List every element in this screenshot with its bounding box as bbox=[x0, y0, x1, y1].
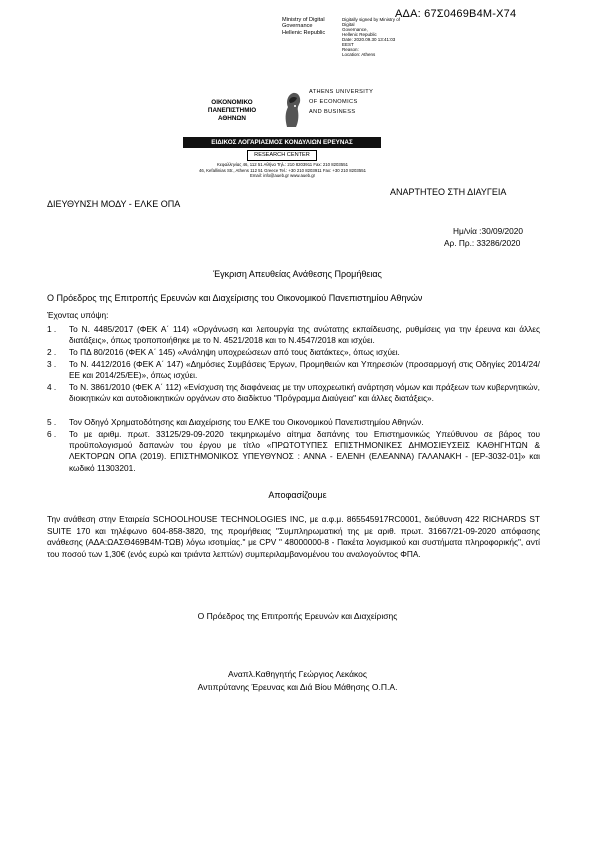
signature-meta-line: EEST bbox=[342, 42, 354, 47]
item-text: Το με αριθμ. πρωτ. 33125/29-09-2020 τεκμηριωμένο αίτημα δαπάνης του Επιστημονικώς Υπεύθυνου σε βάρος του προϋπολογισμού δαπανών του έργου με τίτλο «ΠΡΩΤΟΤΥΠΕΣ ΕΠΙΣΤΗΜΟΝΙΚΕΣ ΔΗΜΟΣΙΕΥΣΕΙΣ ΚΑΘΗΓΗΤΩΝ & ΛΕΚΤΟΡΩΝ ΟΠΑ (2019). ΕΠΙΣΤΗΜΟΝΙΚΟΣ ΥΠΕΥΘΥΝΟΣ : ΑΝΝΑ - ΕΛΕΝΗ (ΕΛΕΑΝΝΑ) ΓΑΛΑΝΑΚΗ - [ΕΡ-3032-01]» και κωδικό 11303201. bbox=[69, 429, 540, 473]
logo-line: ATHENS UNIVERSITY bbox=[309, 89, 374, 95]
considering-item bbox=[47, 359, 540, 381]
address-line: Email: info@aueb.gr www.aueb.gr bbox=[249, 173, 316, 178]
logo-line: AND BUSINESS bbox=[309, 109, 356, 115]
digital-signer bbox=[282, 17, 325, 36]
item-number: 5 . bbox=[47, 417, 57, 427]
signer-line: Ministry of Digital bbox=[282, 17, 325, 23]
address-line: Κεφαλληνίας 46, 112 51 Αθήνα Τηλ.: 210 8203911 Fax: 210 8203551 bbox=[217, 162, 348, 167]
item-number: 4 . bbox=[47, 382, 57, 392]
signature-meta-line: Location: Athens bbox=[342, 52, 376, 57]
signer-role: Αντιπρύτανης Έρευνας και Διά Βίου Μάθησης Ο.Π.Α. bbox=[197, 682, 398, 692]
address-line: 46, Kefallinias Str., Athens 112 51 Greece Tel.: +30 210 8203911 Fax: +30 210 8203551 bbox=[199, 167, 366, 173]
signature-meta-line: Reason: bbox=[342, 47, 359, 52]
decision-heading: Αποφασίζουμε bbox=[268, 490, 327, 500]
logo-greek-name bbox=[183, 85, 281, 138]
item-text: Το Ν. 4412/2016 (ΦΕΚ Α΄ 147) «Δημόσιες Συμβάσεις Έργων, Προμηθειών και Υπηρεσιών (προσαρμογή στις Οδηγίες 2014/24/ΕΕ και 2014/25/ΕΕ)», όπως ισχύει. bbox=[69, 359, 540, 381]
protocol-number: Αρ. Πρ.: 33286/2020 bbox=[444, 238, 521, 248]
considering-item bbox=[47, 382, 540, 404]
decision-text: Την ανάθεση στην Εταιρεία SCHOOLHOUSE TECHNOLOGIES INC, με α.φ.μ. 865545917RC0001, διεύθυνση 422 RICHARDS ST SUITE 170 και τηλέφωνο 604-858-3820, της προμήθειας "Συμπληρωματική της με αριθ. πρωτ. 31667/21-09-2020 απόφασης ανάθεσης (ΑΔΑ:ΩΑΣΘ469Β4Μ-ΤΩΒ) λόγω ισοτιμίας." με CPV " 48000000-8 - Πακέτα λογισμικού και συστήματα πληροφορικής", αντί του ποσού των 1,30€ (ενός ευρώ και τριάντα λεπτών) συμπεριλαμβανομένου του αναλογούντος ΦΠΑ. bbox=[47, 514, 540, 559]
item-number: 6 . bbox=[47, 429, 57, 439]
department: ΔΙΕΥΘΥΝΣΗ ΜΟΔΥ - ΕΛΚΕ ΟΠΑ bbox=[47, 199, 181, 209]
signer-line: Hellenic Republic bbox=[282, 29, 326, 36]
considering-heading: Έχοντας υπόψη: bbox=[47, 310, 109, 320]
logo-line: ΑΘΗΝΩΝ bbox=[218, 115, 246, 122]
item-text: Το Ν. 4485/2017 (ΦΕΚ Α΄ 114) «Οργάνωση και λειτουργία της ανώτατης εκπαίδευσης, ρυθμίσεις για την έρευνα και άλλες διατάξεις», όπως τροποποιήθηκε με το Ν. 4521/2018 και το Ν.4547/2018 και ισχύει. bbox=[69, 324, 540, 346]
item-number: 3 . bbox=[47, 359, 57, 369]
logo-line: ΠΑΝΕΠΙΣΤΗΜΙΟ bbox=[207, 107, 257, 114]
document-date: Ημ/νία :30/09/2020 bbox=[453, 226, 524, 236]
athena-head-icon bbox=[281, 87, 303, 131]
university-logo bbox=[183, 85, 381, 138]
considering-item bbox=[47, 324, 540, 346]
contact-address bbox=[160, 162, 405, 179]
item-number: 2 . bbox=[47, 347, 57, 357]
research-center-label: RESEARCH CENTER bbox=[247, 150, 317, 161]
considering-item bbox=[47, 347, 540, 358]
issuer-line: Ο Πρόεδρος της Επιτροπής Ερευνών και Διαχείρισης του Οικονομικού Πανεπιστημίου Αθηνών bbox=[47, 293, 423, 303]
item-text: Το ΠΔ 80/2016 (ΦΕΚ Α΄ 145) «Ανάληψη υποχρεώσεων από τους διατάκτες», όπως ισχύει. bbox=[69, 347, 400, 357]
signer-name: Αναπλ.Καθηγητής Γεώργιος Λεκάκος bbox=[228, 669, 367, 679]
ada-code: ΑΔΑ: 67Σ0469Β4Μ-Χ74 bbox=[395, 8, 517, 20]
item-number: 1 . bbox=[47, 324, 57, 334]
signature-title: Ο Πρόεδρος της Επιτροπής Ερευνών και Διαχείρισης bbox=[197, 611, 398, 621]
item-text: Τον Οδηγό Χρηματοδότησης και Διαχείρισης του ΕΛΚΕ του Οικονομικού Πανεπιστημίου Αθηνών. bbox=[69, 417, 424, 427]
item-text: Το Ν. 3861/2010 (ΦΕΚ Α΄ 112) «Ενίσχυση της διαφάνειας με την υποχρεωτική ανάρτηση νόμων και πράξεων των κυβερνητικών, διοικητικών και αυτοδιοικητικών οργάνων στο διαδίκτυο "Πρόγραμμα Διαύγεια" και άλλες διατάξεις». bbox=[69, 382, 540, 404]
logo-english-name bbox=[309, 89, 373, 116]
considering-item bbox=[47, 429, 540, 474]
signature-meta bbox=[342, 17, 402, 57]
posted-notice: ΑΝΑΡΤΗΤΕΟ ΣΤΗ ΔΙΑΥΓΕΙΑ bbox=[390, 187, 507, 197]
considering-item bbox=[47, 417, 540, 428]
signature-meta-line: Hellenic Republic bbox=[342, 32, 377, 37]
document-title: Έγκριση Απευθείας Ανάθεσης Προμήθειας bbox=[213, 269, 382, 279]
signature-meta-line: Date: 2020.09.30 13:41:03 bbox=[342, 37, 396, 42]
signature-meta-line: Digitally signed by Ministry of Digital bbox=[342, 17, 401, 27]
signature-meta-line: Governance, bbox=[342, 27, 368, 32]
elke-banner: ΕΙΔΙΚΟΣ ΛΟΓΑΡΙΑΣΜΟΣ ΚΟΝΔΥΛΙΩΝ ΕΡΕΥΝΑΣ bbox=[183, 137, 381, 148]
signer-line: Governance bbox=[282, 23, 313, 30]
logo-line: OF ECONOMICS bbox=[309, 99, 358, 105]
logo-line: ΟΙΚΟΝΟΜΙΚΟ bbox=[211, 99, 253, 106]
